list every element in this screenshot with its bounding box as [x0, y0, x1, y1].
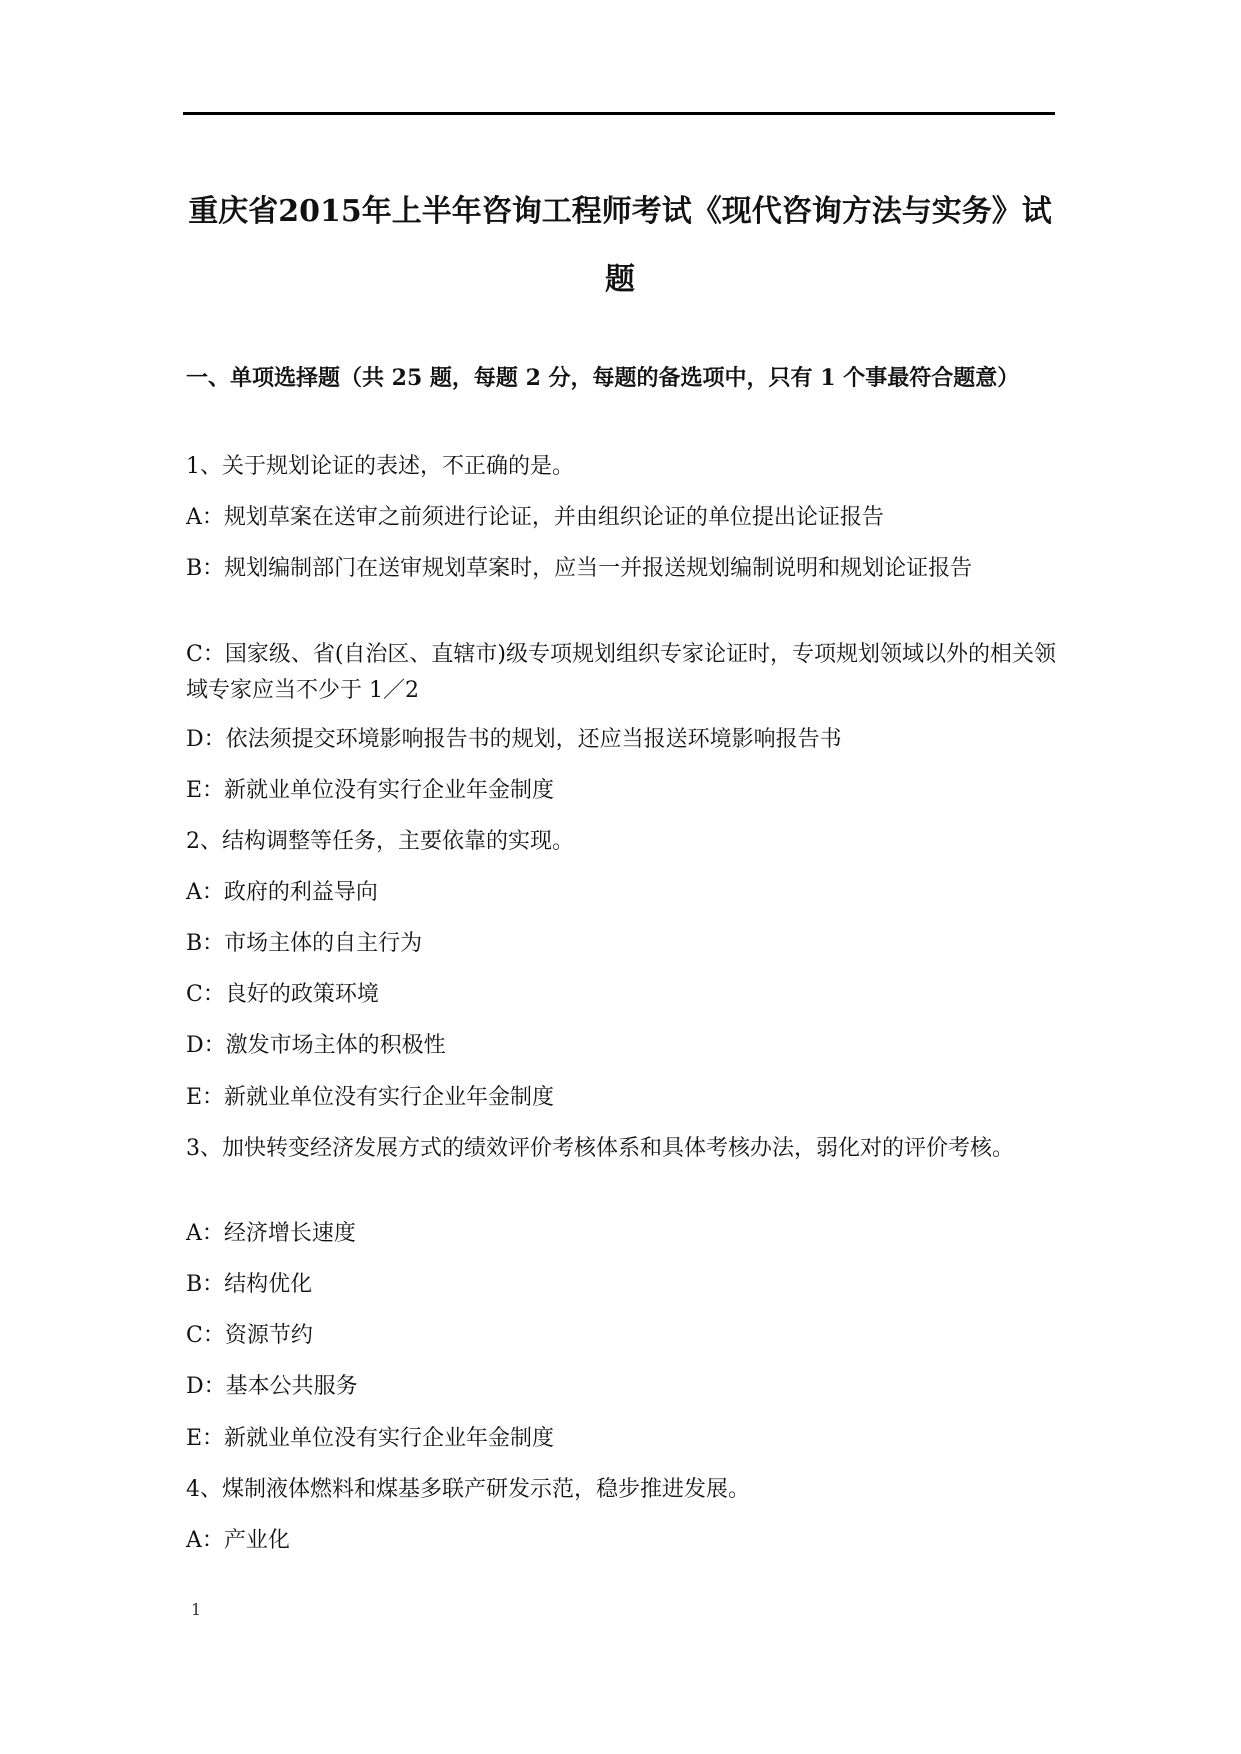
section-heading: 一、单项选择题（共 25 题，每题 2 分，每题的备选项中，只有 1 个事最符合题意） — [186, 365, 1020, 391]
header-rule — [183, 112, 1055, 115]
document-title: 重庆省2015年上半年咨询工程师考试《现代咨询方法与实务》试题 — [188, 194, 1052, 297]
question-1-option-b: B：规划编制部门在送审规划草案时，应当一并报送规划编制说明和规划论证报告 — [186, 556, 973, 581]
question-2-option-b: B：市场主体的自主行为 — [186, 931, 423, 956]
question-3-option-d: D：基本公共服务 — [186, 1374, 358, 1399]
question-2-option-a: A：政府的利益导向 — [186, 880, 378, 905]
question-2-option-c: C：良好的政策环境 — [186, 982, 379, 1007]
question-1-option-d: D：依法须提交环境影响报告书的规划，还应当报送环境影响报告书 — [186, 727, 842, 752]
question-3: 3、加快转变经济发展方式的绩效评价考核体系和具体考核办法，弱化对的评价考核。 — [186, 1136, 1014, 1161]
question-2-option-e: E：新就业单位没有实行企业年金制度 — [186, 1085, 555, 1110]
question-4-option-a: A：产业化 — [186, 1528, 290, 1553]
question-3-option-b: B：结构优化 — [186, 1272, 313, 1297]
question-3-option-c: C：资源节约 — [186, 1323, 313, 1348]
question-1-option-a: A：规划草案在送审之前须进行论证，并由组织论证的单位提出论证报告 — [186, 505, 884, 530]
question-1-option-e: E：新就业单位没有实行企业年金制度 — [186, 778, 555, 803]
question-2: 2、结构调整等任务，主要依靠的实现。 — [186, 829, 574, 854]
page-number: 1 — [191, 1600, 202, 1619]
question-3-option-e: E：新就业单位没有实行企业年金制度 — [186, 1426, 555, 1451]
question-2-option-d: D：激发市场主体的积极性 — [186, 1033, 446, 1058]
question-3-option-a: A：经济增长速度 — [186, 1221, 356, 1246]
question-1: 1、关于规划论证的表述，不正确的是。 — [186, 454, 574, 479]
question-4: 4、煤制液体燃料和煤基多联产研发示范，稳步推进发展。 — [186, 1477, 750, 1502]
question-1-option-c: C：国家级、省(自治区、直辖市)级专项规划组织专家论证时，专项规划领域以外的相关领域专家应当不少于 1／2 — [186, 642, 1057, 703]
